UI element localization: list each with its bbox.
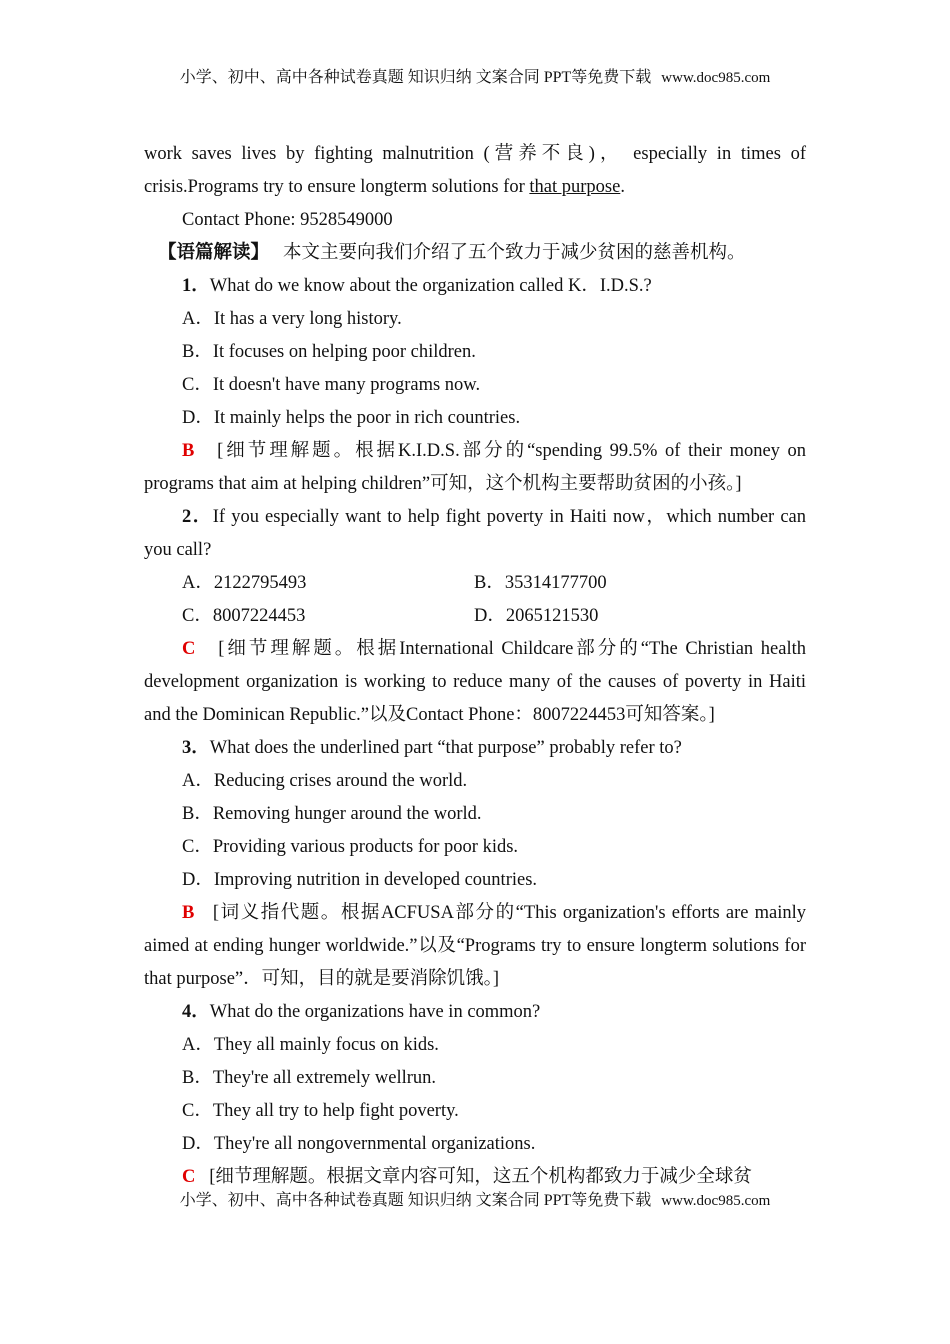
summary <box>144 237 806 270</box>
option: A．They all mainly focus on kids. <box>182 1035 439 1055</box>
question-stem <box>144 501 806 567</box>
option: C．8007224453 <box>182 606 306 626</box>
footer-site: www.doc985.com <box>661 1193 771 1209</box>
question-number: 3． <box>182 738 210 758</box>
page-footer <box>0 1191 950 1211</box>
question-text: What do the organizations have in common? <box>209 1002 541 1022</box>
option: D．It mainly helps the poor in rich countries. <box>182 408 521 428</box>
option: D．Improving nutrition in developed countries. <box>182 870 538 890</box>
question-stem <box>144 732 806 765</box>
option: B．It focuses on helping poor children. <box>182 342 476 362</box>
question-stem <box>144 270 806 303</box>
question-number: 4． <box>182 1002 210 1022</box>
explanation-text: [词义指代题。根据ACFUSA部分的“This organization's efforts are mainly aimed at ending hunger worldwide.”以及“Programs try to ensure longterm solutions for that purpose”．可知，目的就是要消除饥饿。] <box>144 903 806 989</box>
option: A．2122795493 <box>182 573 307 593</box>
option: B．35314177700 <box>474 573 607 593</box>
option: B．They're all extremely wellrun. <box>182 1068 437 1088</box>
header-text: 小学、初中、高中各种试卷真题 知识归纳 文案合同 PPT等免费下载 <box>179 69 652 86</box>
answer-letter: B <box>182 441 195 461</box>
answer-explanation <box>144 897 806 996</box>
explanation-text: [细节理解题。根据文章内容可知，这五个机构都致力于减少全球贫 <box>209 1167 752 1187</box>
option: D．They're all nongovernmental organizations. <box>182 1134 536 1154</box>
passage-text-end: . <box>620 177 625 197</box>
answer-explanation <box>144 633 806 732</box>
question-stem <box>144 996 806 1029</box>
answer-letter: C <box>182 639 196 659</box>
footer-text: 小学、初中、高中各种试卷真题 知识归纳 文案合同 PPT等免费下载 <box>179 1192 652 1209</box>
option: C．It doesn't have many programs now. <box>182 375 481 395</box>
answer-letter: B <box>182 903 195 923</box>
header-site: www.doc985.com <box>661 70 771 86</box>
option: D．2065121530 <box>474 606 599 626</box>
page-header <box>0 68 950 88</box>
question-number: 1． <box>182 276 210 296</box>
question-number: 2． <box>182 507 213 527</box>
answer-explanation <box>144 1161 806 1187</box>
option: A．It has a very long history. <box>182 309 402 329</box>
passage-paragraph <box>144 138 806 204</box>
question-text: If you especially want to help fight poverty in Haiti now，which number can you call? <box>144 507 806 560</box>
summary-text: 本文主要向我们介绍了五个致力于减少贫困的慈善机构。 <box>283 243 746 263</box>
explanation-text: [细节理解题。根据International Childcare部分的“The Christian health development organization is working to reduce many of the causes of poverty in Haiti and the Dominican Republic.”以及Contact Phone：8007224453可知答案。] <box>144 639 806 725</box>
option: C．They all try to help fight poverty. <box>182 1101 459 1121</box>
option: A．Reducing crises around the world. <box>182 771 468 791</box>
passage-text: work saves lives by fighting malnutrition (营养不良)， especially in times of crisis.Programs try to ensure longterm solutions for <box>144 144 806 197</box>
contact-phone: Contact Phone: 9528549000 <box>182 210 393 230</box>
question-text: What does the underlined part “that purpose” probably refer to? <box>209 738 682 758</box>
option-row <box>144 567 806 600</box>
document-body <box>144 138 806 1187</box>
option-row <box>144 600 806 633</box>
underlined-phrase: that purpose <box>529 177 621 197</box>
answer-letter: C <box>182 1167 196 1187</box>
answer-explanation <box>144 435 806 501</box>
explanation-text: [细节理解题。根据K.I.D.S.部分的“spending 99.5% of their money on programs that aim at helping children”可知，这个机构主要帮助贫困的小孩。] <box>144 441 807 494</box>
summary-label: 【语篇解读】 <box>158 243 270 263</box>
question-text: What do we know about the organization called K．I.D.S.? <box>209 276 652 296</box>
option: C．Providing various products for poor kids. <box>182 837 519 857</box>
option: B．Removing hunger around the world. <box>182 804 482 824</box>
